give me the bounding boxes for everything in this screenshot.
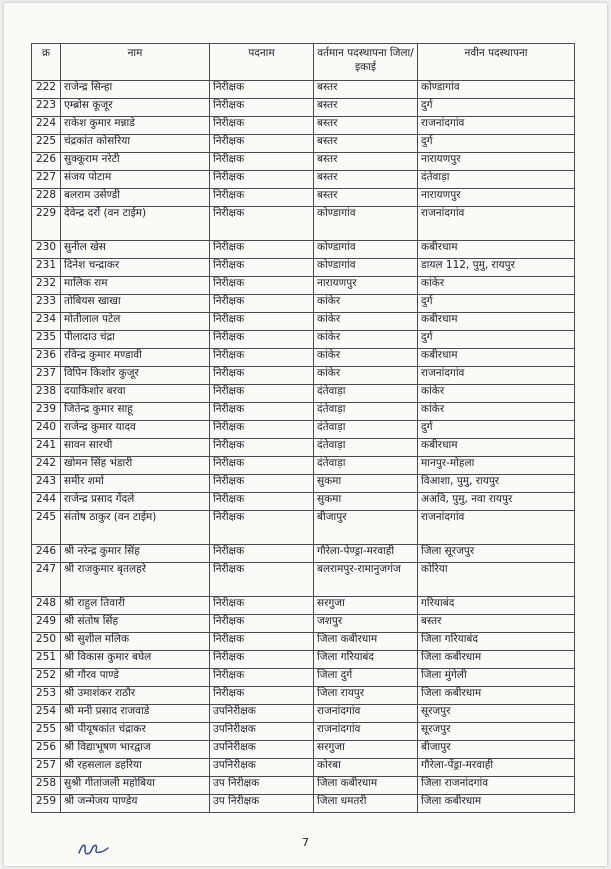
designation-cell: निरीक्षक: [210, 349, 314, 367]
table-row: [32, 795, 575, 813]
header-new-posting: नवीन पदस्थापना: [418, 44, 575, 81]
designation-cell: निरीक्षक: [210, 511, 314, 545]
serial-cell: 239: [32, 403, 61, 421]
designation-cell: उप निरीक्षक: [210, 795, 314, 813]
serial-cell: 249: [32, 615, 61, 633]
current-posting-cell: बस्तर: [314, 153, 418, 171]
name-cell: मोतीलाल पटेल: [61, 313, 210, 331]
designation-cell: निरीक्षक: [210, 475, 314, 493]
current-posting-cell: बस्तर: [314, 171, 418, 189]
serial-cell: 237: [32, 367, 61, 385]
table-row: [32, 421, 575, 439]
designation-cell: निरीक्षक: [210, 207, 314, 241]
designation-cell: निरीक्षक: [210, 189, 314, 207]
table-row: [32, 597, 575, 615]
serial-cell: 257: [32, 759, 61, 777]
header-name: नाम: [61, 44, 210, 81]
name-cell: एम्ब्रोस कूजूर: [61, 99, 210, 117]
serial-cell: 248: [32, 597, 61, 615]
table-row: [32, 349, 575, 367]
serial-cell: 225: [32, 135, 61, 153]
new-posting-cell: जिला सूरजपुर: [418, 545, 575, 563]
name-cell: दिनेश चन्द्राकर: [61, 259, 210, 277]
name-cell: राजेन्द्र सिन्हा: [61, 81, 210, 99]
new-posting-cell: जिला राजनांदगांव: [418, 777, 575, 795]
new-posting-cell: गौरेला-पेंड्रा-मरवाही: [418, 759, 575, 777]
serial-cell: 232: [32, 277, 61, 295]
designation-cell: उपनिरीक्षक: [210, 705, 314, 723]
current-posting-cell: जिला दुर्ग: [314, 669, 418, 687]
current-posting-cell: नारायणपुर: [314, 277, 418, 295]
serial-cell: 241: [32, 439, 61, 457]
name-cell: राजेन्द्र कुमार यादव: [61, 421, 210, 439]
serial-cell: 253: [32, 687, 61, 705]
new-posting-cell: कांकेर: [418, 277, 575, 295]
current-posting-cell: दंतेवाड़ा: [314, 385, 418, 403]
designation-cell: निरीक्षक: [210, 421, 314, 439]
name-cell: संतोष ठाकुर (वन टाईम): [61, 511, 210, 545]
table-row: [32, 99, 575, 117]
serial-cell: 243: [32, 475, 61, 493]
new-posting-cell: सूरजपुर: [418, 723, 575, 741]
designation-cell: निरीक्षक: [210, 135, 314, 153]
designation-cell: निरीक्षक: [210, 277, 314, 295]
table-row: [32, 81, 575, 99]
name-cell: विपिन किशोर कुजूर: [61, 367, 210, 385]
new-posting-cell: गरियाबंद: [418, 597, 575, 615]
new-posting-cell: सूरजपुर: [418, 705, 575, 723]
name-cell: श्री रहसलाल डहरिया: [61, 759, 210, 777]
designation-cell: निरीक्षक: [210, 117, 314, 135]
serial-cell: 235: [32, 331, 61, 349]
designation-cell: निरीक्षक: [210, 295, 314, 313]
serial-cell: 229: [32, 207, 61, 241]
table-row: [32, 741, 575, 759]
name-cell: दयाकिशोर बरवा: [61, 385, 210, 403]
designation-cell: निरीक्षक: [210, 81, 314, 99]
new-posting-cell: कबीरधाम: [418, 313, 575, 331]
name-cell: रविन्द्र कुमार मण्डावी: [61, 349, 210, 367]
current-posting-cell: कोरबा: [314, 759, 418, 777]
designation-cell: निरीक्षक: [210, 597, 314, 615]
designation-cell: निरीक्षक: [210, 153, 314, 171]
new-posting-cell: कबीरधाम: [418, 439, 575, 457]
designation-cell: निरीक्षक: [210, 385, 314, 403]
serial-cell: 242: [32, 457, 61, 475]
new-posting-cell: नारायणपुर: [418, 153, 575, 171]
header-current-posting: वर्तमान पदस्थापना जिला/ इकाई: [314, 44, 418, 81]
current-posting-cell: दंतेवाड़ा: [314, 403, 418, 421]
table-row: [32, 259, 575, 277]
table-row: [32, 313, 575, 331]
table-row: [32, 403, 575, 421]
table-row: [32, 331, 575, 349]
new-posting-cell: कांकेर: [418, 385, 575, 403]
designation-cell: निरीक्षक: [210, 687, 314, 705]
name-cell: जितेन्द्र कुमार साहू: [61, 403, 210, 421]
name-cell: श्री सुशील मलिक: [61, 633, 210, 651]
serial-cell: 252: [32, 669, 61, 687]
transfer-list-table: [31, 43, 575, 813]
designation-cell: निरीक्षक: [210, 493, 314, 511]
table-row: [32, 511, 575, 545]
table-row: [32, 189, 575, 207]
serial-cell: 245: [32, 511, 61, 545]
current-posting-cell: जिला रायपुर: [314, 687, 418, 705]
name-cell: समीर शर्मा: [61, 475, 210, 493]
new-posting-cell: जिला कबीरधाम: [418, 651, 575, 669]
name-cell: बलराम उसेण्डी: [61, 189, 210, 207]
serial-cell: 244: [32, 493, 61, 511]
current-posting-cell: बस्तर: [314, 117, 418, 135]
table-row: [32, 475, 575, 493]
serial-cell: 231: [32, 259, 61, 277]
serial-cell: 230: [32, 241, 61, 259]
new-posting-cell: राजनांदगांव: [418, 117, 575, 135]
new-posting-cell: मानपुर-मोहला: [418, 457, 575, 475]
designation-cell: निरीक्षक: [210, 563, 314, 597]
current-posting-cell: जशपुर: [314, 615, 418, 633]
table-row: [32, 759, 575, 777]
name-cell: संजय पोटाम: [61, 171, 210, 189]
table-row: [32, 241, 575, 259]
header-serial: क्र: [32, 44, 61, 81]
serial-cell: 254: [32, 705, 61, 723]
new-posting-cell: विआशा, पुमु, रायपुर: [418, 475, 575, 493]
new-posting-cell: दुर्ग: [418, 295, 575, 313]
current-posting-cell: कोण्डागांव: [314, 241, 418, 259]
name-cell: सावन सारथी: [61, 439, 210, 457]
designation-cell: उपनिरीक्षक: [210, 723, 314, 741]
serial-cell: 258: [32, 777, 61, 795]
table-row: [32, 493, 575, 511]
current-posting-cell: कांकेर: [314, 349, 418, 367]
serial-cell: 227: [32, 171, 61, 189]
serial-cell: 259: [32, 795, 61, 813]
header-designation: पदनाम: [210, 44, 314, 81]
serial-cell: 226: [32, 153, 61, 171]
table-row: [32, 171, 575, 189]
designation-cell: निरीक्षक: [210, 633, 314, 651]
table-row: [32, 367, 575, 385]
current-posting-cell: बस्तर: [314, 189, 418, 207]
new-posting-cell: कोण्डागांव: [418, 81, 575, 99]
new-posting-cell: राजनांदगांव: [418, 367, 575, 385]
current-posting-cell: बस्तर: [314, 99, 418, 117]
table-row: [32, 207, 575, 241]
name-cell: श्री गौरव पाण्डे: [61, 669, 210, 687]
table-row: [32, 687, 575, 705]
table-row: [32, 135, 575, 153]
current-posting-cell: दंतेवाड़ा: [314, 421, 418, 439]
serial-cell: 250: [32, 633, 61, 651]
name-cell: खोमन सिंह भंडारी: [61, 457, 210, 475]
new-posting-cell: दंतेवाड़ा: [418, 171, 575, 189]
table-row: [32, 439, 575, 457]
new-posting-cell: डायल 112, पुमु, रायपुर: [418, 259, 575, 277]
name-cell: श्री संतोष सिंह: [61, 615, 210, 633]
new-posting-cell: जिला कबीरधाम: [418, 795, 575, 813]
new-posting-cell: बीजापुर: [418, 741, 575, 759]
current-posting-cell: बस्तर: [314, 135, 418, 153]
new-posting-cell: कोरिया: [418, 563, 575, 597]
serial-cell: 247: [32, 563, 61, 597]
table-row: [32, 669, 575, 687]
name-cell: श्री विकास कुमार बघेल: [61, 651, 210, 669]
serial-cell: 228: [32, 189, 61, 207]
new-posting-cell: दुर्ग: [418, 331, 575, 349]
new-posting-cell: नारायणपुर: [418, 189, 575, 207]
new-posting-cell: राजनांदगांव: [418, 511, 575, 545]
new-posting-cell: जिला मुंगेली: [418, 669, 575, 687]
table-row: [32, 615, 575, 633]
current-posting-cell: दंतेवाड़ा: [314, 457, 418, 475]
new-posting-cell: दुर्ग: [418, 421, 575, 439]
table-row: [32, 457, 575, 475]
name-cell: श्री राजकुमार बृतलहरे: [61, 563, 210, 597]
serial-cell: 223: [32, 99, 61, 117]
current-posting-cell: बलरामपुर-रामानुजगंज: [314, 563, 418, 597]
name-cell: देवेन्द्र दर्रो (वन टाईम): [61, 207, 210, 241]
current-posting-cell: राजनांदगांव: [314, 723, 418, 741]
name-cell: श्री पीयूषकांत चंद्राकर: [61, 723, 210, 741]
current-posting-cell: दंतेवाड़ा: [314, 439, 418, 457]
current-posting-cell: सरगुजा: [314, 741, 418, 759]
table-row: [32, 153, 575, 171]
current-posting-cell: जिला गरियाबंद: [314, 651, 418, 669]
table-row: [32, 385, 575, 403]
document-page: [4, 3, 607, 866]
designation-cell: निरीक्षक: [210, 259, 314, 277]
name-cell: श्री नरेन्द्र कुमार सिंह: [61, 545, 210, 563]
table-row: [32, 651, 575, 669]
new-posting-cell: राजनांदगांव: [418, 207, 575, 241]
name-cell: श्री मनी प्रसाद राजवाडे: [61, 705, 210, 723]
current-posting-cell: सुकमा: [314, 493, 418, 511]
current-posting-cell: जिला धमतरी: [314, 795, 418, 813]
serial-cell: 255: [32, 723, 61, 741]
current-posting-cell: कांकेर: [314, 295, 418, 313]
designation-cell: निरीक्षक: [210, 669, 314, 687]
new-posting-cell: दुर्ग: [418, 135, 575, 153]
serial-cell: 234: [32, 313, 61, 331]
serial-cell: 224: [32, 117, 61, 135]
designation-cell: निरीक्षक: [210, 313, 314, 331]
serial-cell: 246: [32, 545, 61, 563]
current-posting-cell: जिला कबीरधाम: [314, 633, 418, 651]
new-posting-cell: कांकेर: [418, 403, 575, 421]
new-posting-cell: बस्तर: [418, 615, 575, 633]
name-cell: सुश्री गीतांजली महोबिया: [61, 777, 210, 795]
serial-cell: 238: [32, 385, 61, 403]
table-row: [32, 563, 575, 597]
table-row: [32, 117, 575, 135]
current-posting-cell: कोण्डागांव: [314, 259, 418, 277]
designation-cell: उपनिरीक्षक: [210, 741, 314, 759]
table-row: [32, 705, 575, 723]
new-posting-cell: कबीरधाम: [418, 349, 575, 367]
current-posting-cell: कोण्डागांव: [314, 207, 418, 241]
table-row: [32, 777, 575, 795]
new-posting-cell: जिला गरियाबंद: [418, 633, 575, 651]
name-cell: श्री जन्मेजय पाण्डेय: [61, 795, 210, 813]
current-posting-cell: बस्तर: [314, 81, 418, 99]
new-posting-cell: अअवि, पुमु, नवा रायपुर: [418, 493, 575, 511]
serial-cell: 251: [32, 651, 61, 669]
current-posting-cell: बीजापुर: [314, 511, 418, 545]
name-cell: सुनील खेस: [61, 241, 210, 259]
designation-cell: निरीक्षक: [210, 651, 314, 669]
designation-cell: निरीक्षक: [210, 615, 314, 633]
current-posting-cell: राजनांदगांव: [314, 705, 418, 723]
current-posting-cell: कांकेर: [314, 313, 418, 331]
table-row: [32, 633, 575, 651]
name-cell: चंद्रकांत कोसरिया: [61, 135, 210, 153]
current-posting-cell: सरगुजा: [314, 597, 418, 615]
name-cell: मालिक राम: [61, 277, 210, 295]
current-posting-cell: गौरेला-पेण्ड्रा-मरवाही: [314, 545, 418, 563]
name-cell: श्री विद्याभूषण भारद्वाज: [61, 741, 210, 759]
designation-cell: निरीक्षक: [210, 457, 314, 475]
serial-cell: 236: [32, 349, 61, 367]
table-body: [32, 81, 575, 813]
new-posting-cell: दुर्ग: [418, 99, 575, 117]
designation-cell: निरीक्षक: [210, 439, 314, 457]
new-posting-cell: जिला कबीरधाम: [418, 687, 575, 705]
table-row: [32, 295, 575, 313]
name-cell: सुक्कूराम नरेटी: [61, 153, 210, 171]
serial-cell: 256: [32, 741, 61, 759]
serial-cell: 240: [32, 421, 61, 439]
serial-cell: 222: [32, 81, 61, 99]
name-cell: तोबियस खाखा: [61, 295, 210, 313]
new-posting-cell: कबीरधाम: [418, 241, 575, 259]
current-posting-cell: कांकेर: [314, 331, 418, 349]
name-cell: पीलादाउ चंद्रा: [61, 331, 210, 349]
table-row: [32, 723, 575, 741]
designation-cell: निरीक्षक: [210, 367, 314, 385]
name-cell: श्री उमाशंकर राठौर: [61, 687, 210, 705]
designation-cell: निरीक्षक: [210, 545, 314, 563]
designation-cell: निरीक्षक: [210, 331, 314, 349]
name-cell: राजेन्द्र प्रसाद गेंदले: [61, 493, 210, 511]
designation-cell: उप निरीक्षक: [210, 777, 314, 795]
table-row: [32, 277, 575, 295]
serial-cell: 233: [32, 295, 61, 313]
table-row: [32, 545, 575, 563]
page-number: 7: [302, 836, 309, 849]
designation-cell: निरीक्षक: [210, 403, 314, 421]
designation-cell: निरीक्षक: [210, 241, 314, 259]
current-posting-cell: सुकमा: [314, 475, 418, 493]
current-posting-cell: जिला कबीरधाम: [314, 777, 418, 795]
table-header-row: [32, 44, 575, 81]
designation-cell: उपनिरीक्षक: [210, 759, 314, 777]
name-cell: राकेश कुमार मन्नाडे: [61, 117, 210, 135]
current-posting-cell: कांकेर: [314, 367, 418, 385]
designation-cell: निरीक्षक: [210, 99, 314, 117]
name-cell: श्री राहुल तिवारी: [61, 597, 210, 615]
designation-cell: निरीक्षक: [210, 171, 314, 189]
